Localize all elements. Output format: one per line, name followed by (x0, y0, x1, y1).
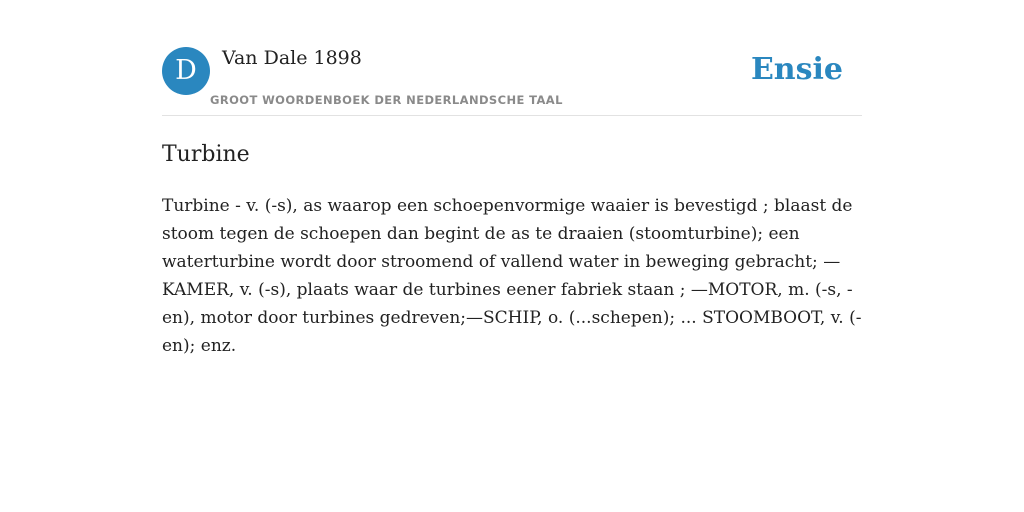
ensie-logo-link[interactable]: Ensie (750, 52, 843, 87)
dictionary-avatar[interactable]: D (162, 47, 210, 95)
header-divider (162, 115, 862, 116)
entry-definition: Turbine - v. (-s), as waarop een schoepenvormige waaier is bevestigd ; blaast de stoom tegen de schoepen dan begint de as te draaien (stoomturbine); een waterturbine wordt door stroomend of vallend water in beweging gebracht; —KAMER, v. (-s), plaats waar de turbines eener fabriek staan ; —MOTOR, m. (-s, -en), motor door turbines gedreven;—SCHIP, o. (...schepen); ... STOOMBOOT, v. (-en); enz. (162, 196, 862, 356)
dictionary-source-subtitle: GROOT WOORDENBOEK DER NEDERLANDSCHE TAAL (210, 93, 563, 107)
entry-title: Turbine (162, 142, 250, 167)
dictionary-header (162, 46, 862, 116)
dictionary-source-title[interactable]: Van Dale 1898 (222, 47, 362, 69)
